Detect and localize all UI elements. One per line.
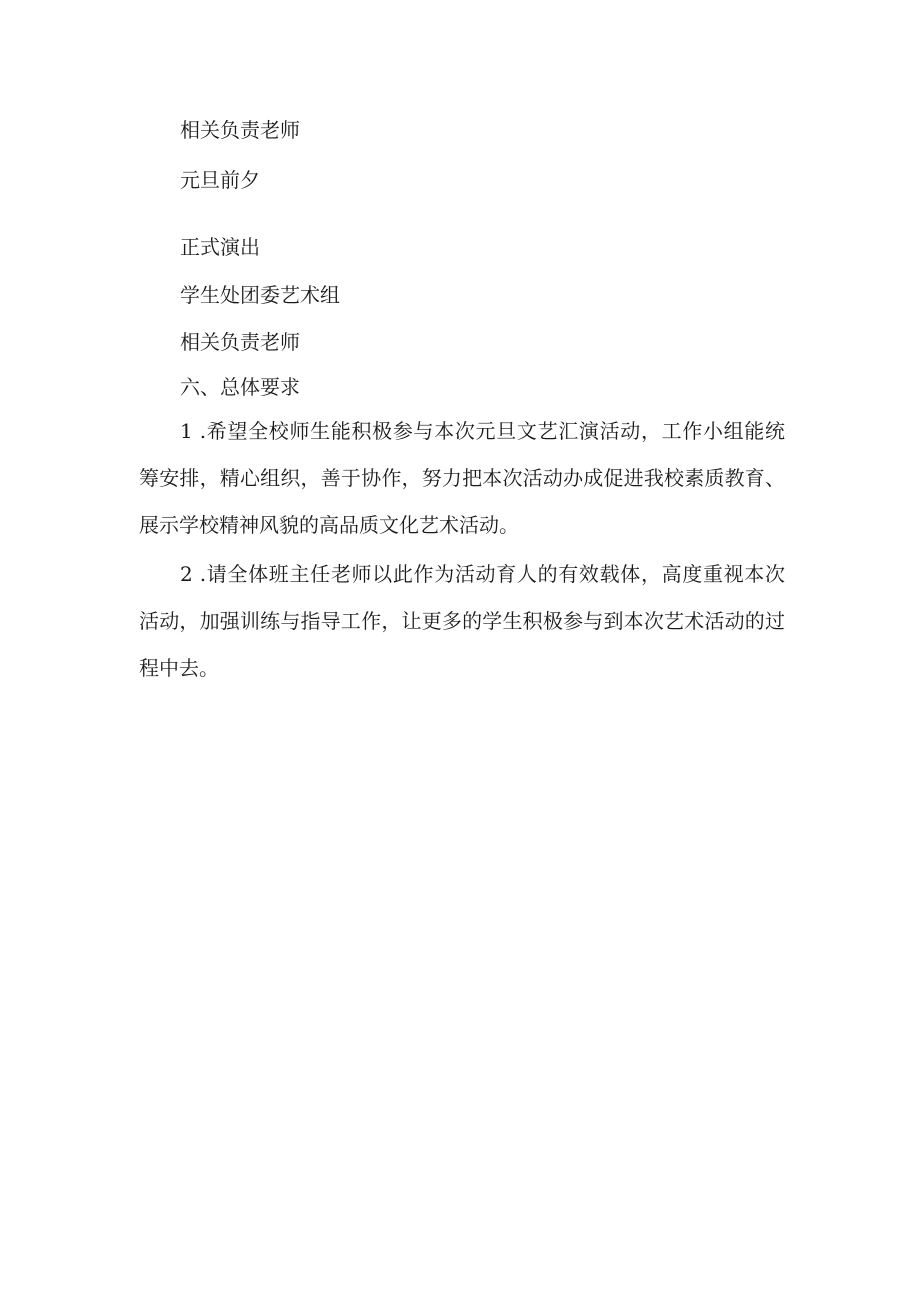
- responsible-teacher-line-1: 相关负责老师: [180, 118, 300, 142]
- formal-performance-line: 正式演出: [180, 235, 260, 259]
- requirement-paragraph-1: 1 .希望全校师生能积极参与本次元旦文艺汇演活动，工作小组能统筹安排，精心组织，善于协作，努力把本次活动办成促进我校素质教育、展示学校精神风貌的高品质文化艺术活动。: [139, 419, 785, 537]
- responsible-teacher-line-2: 相关负责老师: [180, 330, 300, 354]
- requirement-paragraph-2: 2 .请全体班主任老师以此作为活动育人的有效载体，高度重视本次活动，加强训练与指导工作，让更多的学生积极参与到本次艺术活动的过程中去。: [139, 562, 785, 680]
- student-office-line: 学生处团委艺术组: [180, 283, 340, 307]
- section-heading-general-requirements: 六、总体要求: [180, 375, 300, 399]
- new-year-eve-line: 元旦前夕: [180, 168, 260, 192]
